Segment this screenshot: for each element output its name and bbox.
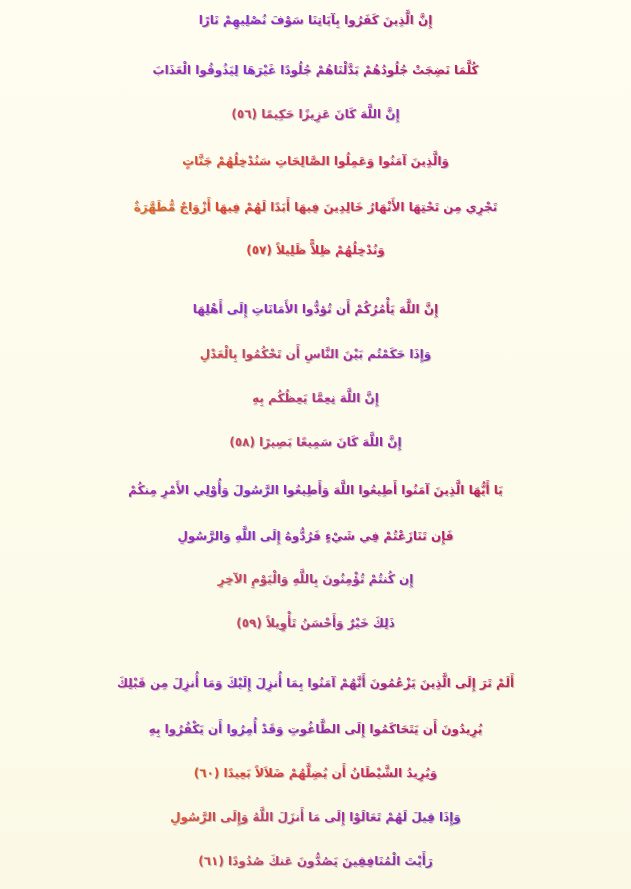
verse-line-6: وَنُدْخِلُهُمْ ظِلاًّ ظَلِيلاً (٥٧) [0, 232, 631, 268]
verse-line-18: وَإِذَا قِيلَ لَهُمْ تَعَالَوْا إِلَى مَا أَنزَلَ اللَّهُ وَإِلَى الرَّسُولِ [0, 799, 631, 835]
verse-line-9: إِنَّ اللَّهَ نِعِمَّا يَعِظُكُم بِهِ [0, 380, 631, 416]
verse-line-19: رَأَيْتَ الْمُنَافِقِينَ يَصُدُّونَ عَنكَ صُدُودًا (٦١) [0, 843, 631, 879]
verse-line-3: إِنَّ اللَّهَ كَانَ عَزِيزًا حَكِيمًا (٥٦) [0, 96, 631, 132]
verse-line-12: فَإِن تَنَازَعْتُمْ فِي شَيْءٍ فَرُدُّوهُ إِلَى اللَّهِ وَالرَّسُولِ [0, 518, 631, 554]
verse-line-2: كُلَّمَا نَضِجَتْ جُلُودُهُمْ بَدَّلْنَاهُمْ جُلُودًا غَيْرَهَا لِيَذُوقُوا الْعَذَابَ [0, 52, 631, 88]
verse-line-15: أَلَمْ تَرَ إِلَى الَّذِينَ يَزْعُمُونَ أَنَّهُمْ آمَنُوا بِمَا أُنزِلَ إِلَيْكَ وَمَا أُنزِلَ مِن قَبْلِكَ [0, 665, 631, 701]
verse-line-16: يُرِيدُونَ أَن يَتَحَاكَمُوا إِلَى الطَّاغُوتِ وَقَدْ أُمِرُوا أَن يَكْفُرُوا بِهِ [0, 711, 631, 747]
verse-line-8: وَإِذَا حَكَمْتُم بَيْنَ النَّاسِ أَن تَحْكُمُوا بِالْعَدْلِ [0, 336, 631, 372]
verse-line-1: إِنَّ الَّذِينَ كَفَرُوا بِآيَاتِنَا سَوْفَ نُصْلِيهِمْ نَارًا [0, 2, 631, 38]
verse-line-17: وَيُرِيدُ الشَّيْطَانُ أَن يُضِلَّهُمْ ضَلاَلاً بَعِيدًا (٦٠) [0, 755, 631, 791]
verse-line-7: إِنَّ اللَّهَ يَأْمُرُكُمْ أَن تُؤدُّوا الأَمَانَاتِ إِلَى أَهْلِهَا [0, 291, 631, 327]
verse-line-5: تَجْرِي مِن تَحْتِهَا الأَنْهَارُ خَالِدِينَ فِيهَا أَبَدًا لَهُمْ فِيهَا أَزْوَاجٌ مُّطَهَّرَةٌ [0, 189, 631, 225]
verse-line-14: ذَلِكَ خَيْرٌ وَأَحْسَنُ تَأْوِيلاً (٥٩) [0, 605, 631, 641]
verse-line-13: إِن كُنتُمْ تُؤْمِنُونَ بِاللَّهِ وَالْيَوْمِ الآخِرِ [0, 561, 631, 597]
verse-line-11: يَا أَيُّهَا الَّذِينَ آمَنُوا أَطِيعُوا اللَّهَ وَأَطِيعُوا الرَّسُولَ وَأُوْلِي الأَمْرِ مِنكُمْ [0, 472, 631, 508]
verse-line-4: وَالَّذِينَ آمَنُوا وَعَمِلُوا الصَّالِحَاتِ سَنُدْخِلُهُمْ جَنَّاتٍ [0, 143, 631, 179]
verse-line-10: إِنَّ اللَّهَ كَانَ سَمِيعًا بَصِيرًا (٥٨) [0, 424, 631, 460]
